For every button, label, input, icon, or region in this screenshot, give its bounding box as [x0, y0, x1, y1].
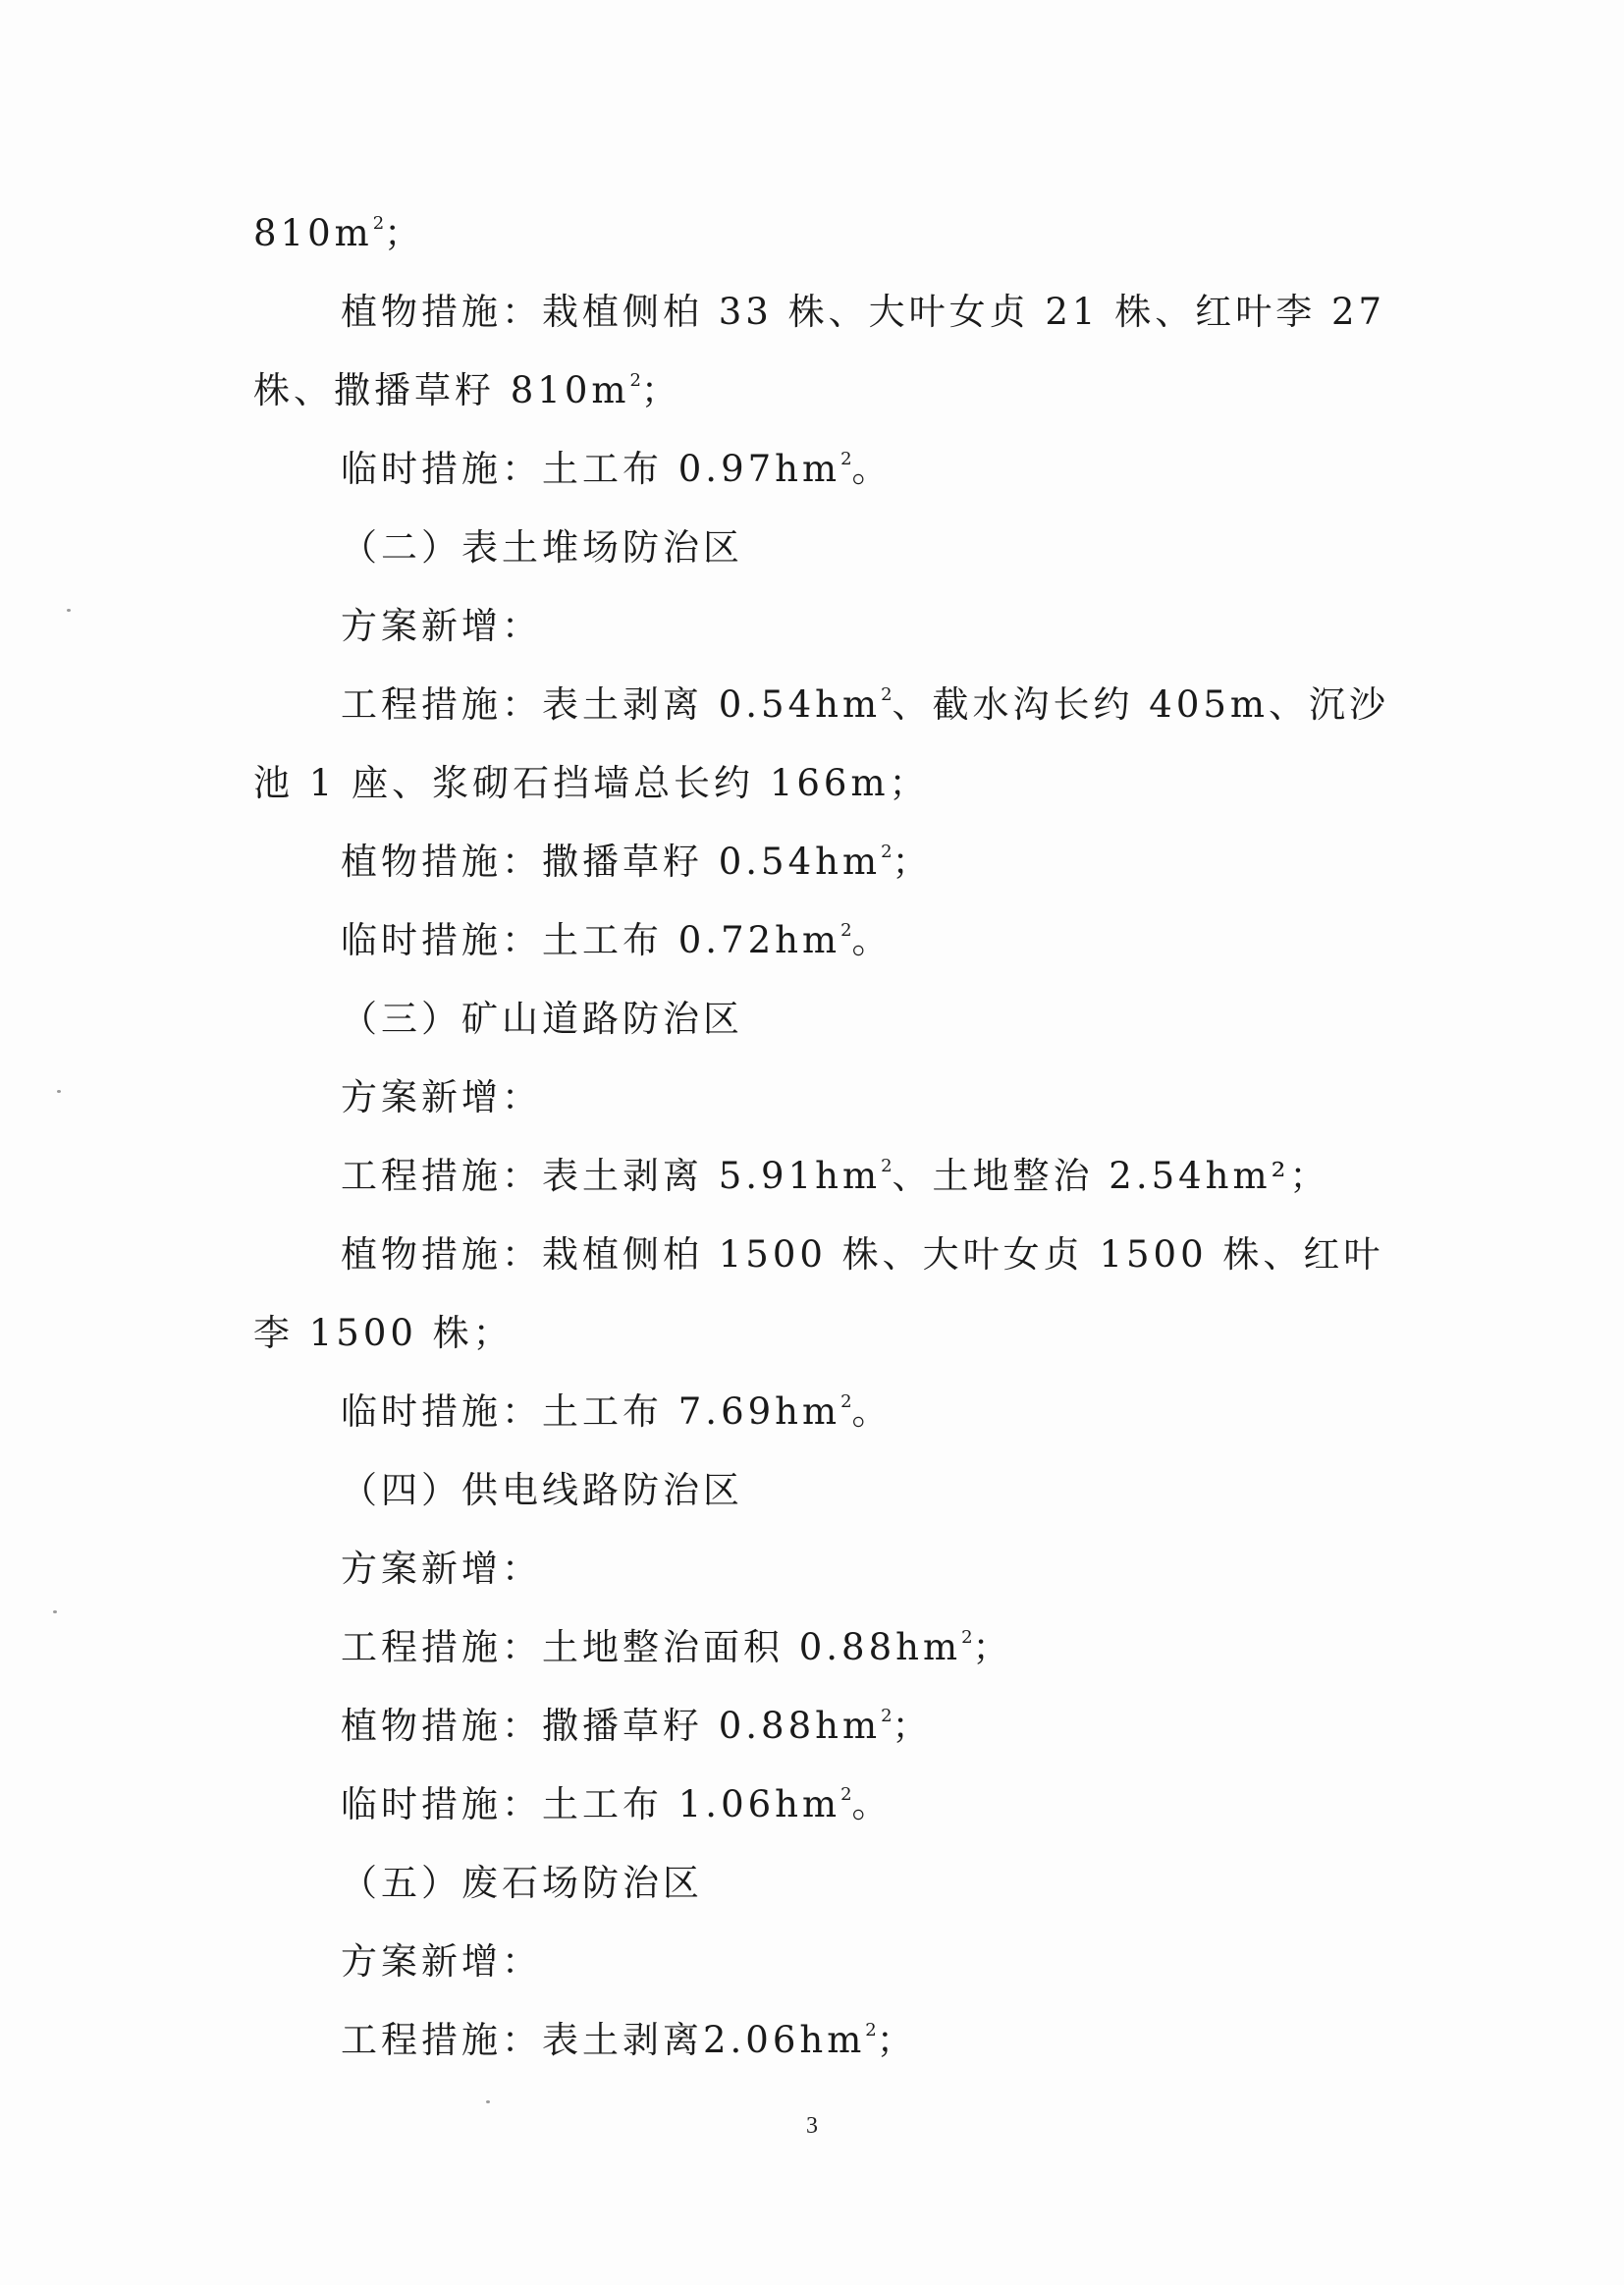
text-line	[253, 1530, 1382, 1608]
superscript: 2	[961, 1626, 973, 1648]
line-text: 临时措施：土工布 1.06hm	[341, 1783, 841, 1825]
text-line	[253, 666, 1389, 744]
superscript: 2	[865, 2019, 877, 2040]
text-line	[253, 587, 1382, 666]
line-text: （二）表土堆场防治区	[341, 526, 743, 569]
text-line	[253, 1923, 1382, 2001]
superscript: 2	[881, 841, 893, 862]
line-text-after: 。	[851, 919, 893, 961]
superscript: 2	[881, 683, 893, 705]
text-line	[253, 1137, 1382, 1216]
text-line	[253, 352, 1382, 430]
scan-speck	[57, 1090, 61, 1093]
line-text-after: 、截水沟长约 405m、沉沙	[892, 683, 1389, 726]
line-text: 工程措施：表土剥离 5.91hm	[341, 1155, 882, 1197]
line-text: 植物措施：栽植侧柏 33 株、大叶女贞 21 株、红叶李 27	[341, 291, 1386, 333]
line-text: 株、撒播草籽 810m	[253, 369, 630, 411]
text-line	[253, 744, 1382, 823]
line-text-after: ；	[876, 2019, 917, 2061]
line-text: 池 1 座、浆砌石挡墙总长约 166m；	[253, 762, 930, 804]
line-text-after: ；	[640, 369, 681, 411]
text-line	[253, 1216, 1382, 1294]
line-text: 810m	[253, 212, 373, 254]
superscript: 2	[840, 919, 852, 941]
text-line	[253, 1373, 1382, 1451]
superscript: 2	[881, 1155, 893, 1176]
line-text-after: ；	[972, 1626, 1013, 1668]
text-line	[253, 1766, 1382, 1844]
line-text: 临时措施：土工布 0.97hm	[341, 448, 841, 490]
scan-speck	[486, 2100, 490, 2103]
text-line	[253, 2001, 1382, 2080]
line-text-after: 。	[851, 1390, 893, 1433]
line-text: 李 1500 株；	[253, 1312, 514, 1354]
page-number: 3	[806, 2113, 818, 2139]
text-line	[253, 1294, 1382, 1373]
line-text-after: 。	[851, 1783, 893, 1825]
text-line	[253, 901, 1382, 980]
section-heading	[253, 509, 1382, 587]
line-text-after: ；	[892, 1705, 933, 1747]
line-text: 工程措施：土地整治面积 0.88hm	[341, 1626, 962, 1668]
superscript: 2	[881, 1705, 893, 1726]
section-heading	[253, 1844, 1382, 1923]
text-line	[253, 1687, 1382, 1766]
superscript: 2	[372, 212, 385, 234]
line-text-after: 。	[851, 448, 893, 490]
text-line	[253, 1059, 1382, 1137]
line-text: （三）矿山道路防治区	[341, 998, 743, 1040]
line-text: 工程措施：表土剥离2.06hm	[341, 2019, 866, 2061]
section-heading	[253, 1451, 1382, 1530]
line-text: 工程措施：表土剥离 0.54hm	[341, 683, 882, 726]
text-line	[253, 823, 1382, 901]
section-heading	[253, 980, 1382, 1059]
line-text: 方案新增：	[341, 605, 542, 647]
line-text-after: ；	[892, 841, 933, 883]
text-line	[253, 273, 1386, 352]
line-text: （五）废石场防治区	[341, 1862, 703, 1904]
line-text: 方案新增：	[341, 1076, 542, 1118]
line-text: 方案新增：	[341, 1940, 542, 1983]
superscript: 2	[840, 448, 852, 469]
text-line	[253, 430, 1382, 509]
scan-speck	[67, 609, 71, 612]
line-text: 植物措施：撒播草籽 0.54hm	[341, 841, 882, 883]
superscript: 2	[840, 1783, 852, 1805]
line-text: 植物措施：栽植侧柏 1500 株、大叶女贞 1500 株、红叶	[341, 1233, 1384, 1276]
line-text: 临时措施：土工布 0.72hm	[341, 919, 841, 961]
scan-speck	[53, 1610, 57, 1613]
text-line	[253, 194, 1382, 273]
line-text-after: 、土地整治 2.54hm²；	[892, 1155, 1330, 1197]
line-text: （四）供电线路防治区	[341, 1469, 743, 1511]
line-text: 临时措施：土工布 7.69hm	[341, 1390, 841, 1433]
body-text	[253, 194, 1389, 2080]
superscript: 2	[629, 369, 641, 391]
text-line	[253, 1608, 1382, 1687]
line-text: 方案新增：	[341, 1548, 542, 1590]
line-text-after: ；	[384, 212, 425, 254]
line-text: 植物措施：撒播草籽 0.88hm	[341, 1705, 882, 1747]
superscript: 2	[840, 1390, 852, 1412]
